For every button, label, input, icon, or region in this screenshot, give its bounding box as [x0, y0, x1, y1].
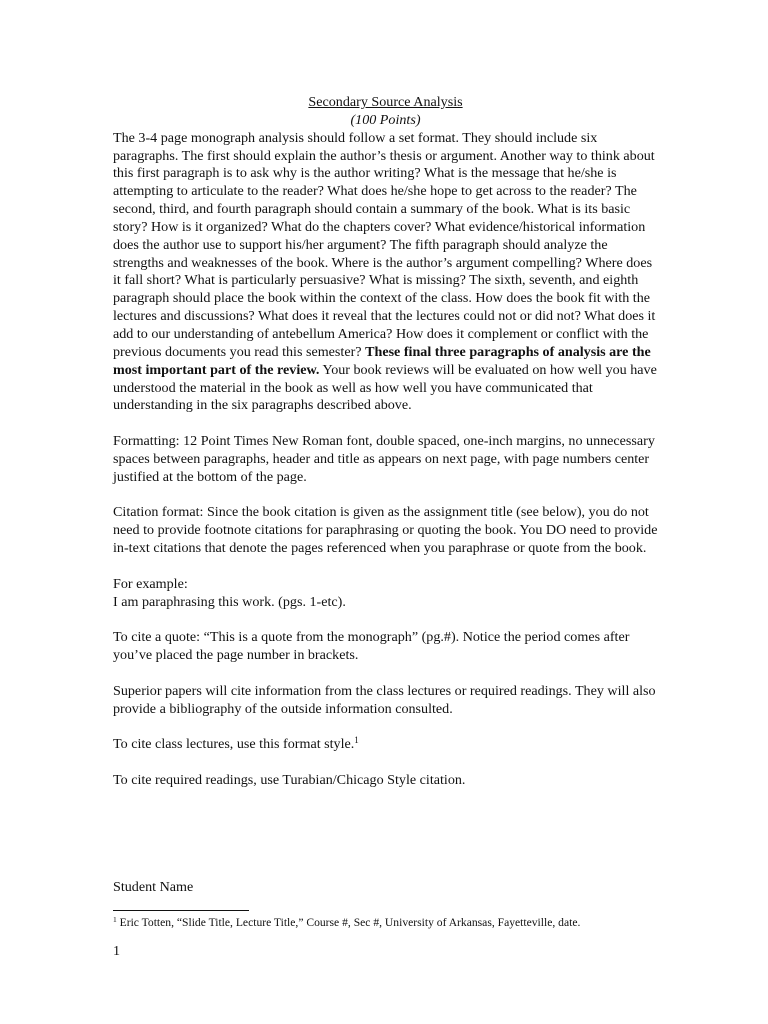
readings-paragraph: To cite required readings, use Turabian/Chicago Style citation.: [113, 772, 466, 789]
intro-text: The 3-4 page monograph analysis should follow a set format. They should include six paragraphs. The first should explain the author’s thesis or argument. Another way to think about this first paragraph is to ask why is the author writing? What is the message that he/she is attempting to articulate to the reader? What does he/she hope to get across to the reader? The second, third, and fourth paragraph should contain a summary of the book. What is its basic story? How is it organized? What do the chapters cover? What evidence/historical information does the author use to support his/her argument? The fifth paragraph should analyze the strengths and weaknesses of the book. Where is the author’s argument compelling? Where does it fall short? What is particularly persuasive? What is missing? The sixth, seventh, and eighth paragraph should place the book within the context of the class. How does the book fit with the lectures and discussions? What does it reveal that the lectures could not or did not? What does it add to our understanding of antebellum America? How does it complement or conflict with the previous documents you read this semester?: [113, 129, 656, 360]
citation-paragraph: Citation format: Since the book citation is given as the assignment title (see below), you do not need to provide footnote citations for paraphrasing or quoting the book. You DO need to provide in-text citations that denote the pages referenced when you paraphrase or quote from the book.: [113, 504, 658, 557]
intro-bold-text: These final three paragraphs of analysis are the most important part of the review.: [113, 343, 651, 378]
intro-paragraph: [113, 130, 658, 416]
footnote-reference: 1: [354, 735, 359, 746]
student-name: Student Name: [113, 879, 194, 895]
quote-paragraph: To cite a quote: “This is a quote from the monograph” (pg.#). Notice the period comes after you’ve placed the page number in brackets.: [113, 629, 630, 664]
intro-tail-text: Your book reviews will be evaluated on how well you have understood the material in the book as well as how well you have communicated that understanding in the six paragraphs described above.: [113, 361, 657, 414]
footnote-text: Eric Totten, “Slide Title, Lecture Title,” Course #, Sec #, University of Arkansas, Fayetteville, date.: [116, 916, 581, 929]
footnote-mark: 1: [113, 915, 117, 924]
document-subtitle: (100 Points): [350, 111, 421, 128]
document-body: [113, 94, 658, 790]
example-label: For example:: [113, 575, 188, 592]
formatting-paragraph: Formatting: 12 Point Times New Roman font, double spaced, one-inch margins, no unnecessary spaces between paragraphs, header and title as appears on next page, with page numbers center justified at the bottom of the page.: [113, 433, 655, 485]
footnote-separator: [113, 910, 249, 911]
example-text: I am paraphrasing this work. (pgs. 1-etc).: [113, 593, 346, 610]
lectures-paragraph: [113, 736, 658, 754]
lectures-text: To cite class lectures, use this format style.: [113, 736, 355, 753]
superior-paragraph: Superior papers will cite information from the class lectures or required readings. They will also provide a bibliography of the outside information consulted.: [113, 682, 656, 717]
page-number: 1: [113, 943, 121, 959]
document-title: Secondary Source Analysis: [308, 94, 463, 110]
footnote: [113, 916, 580, 930]
